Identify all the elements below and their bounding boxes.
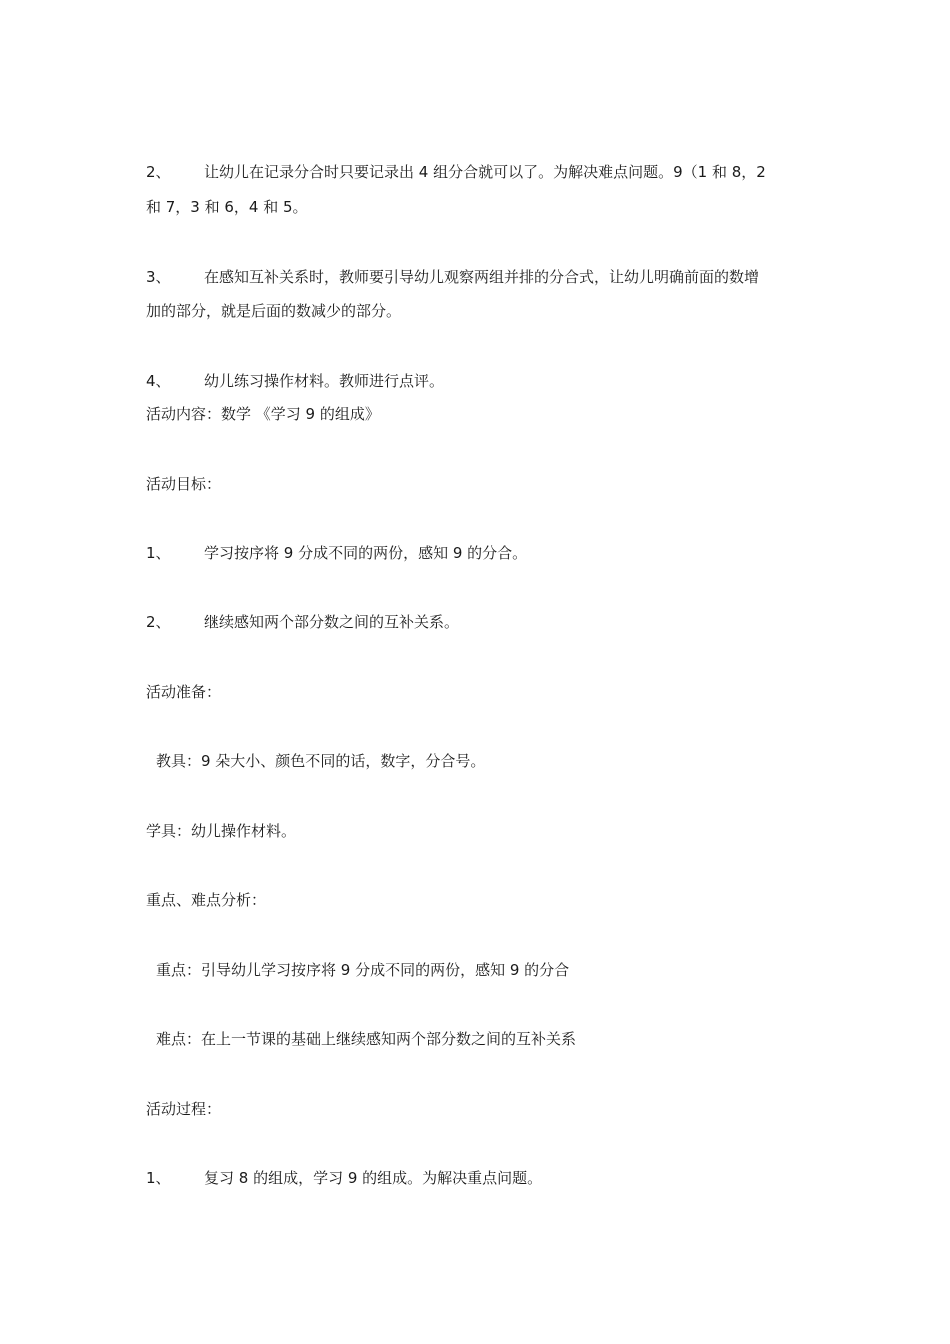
- item-continuation: 和 7，3 和 6，4 和 5。: [146, 198, 308, 216]
- list-item: [146, 543, 527, 563]
- item-text: 学习按序将 9 分成不同的两份，感知 9 的分合。: [204, 544, 528, 562]
- activity-content-title: 活动内容：数学 《学习 9 的组成》: [146, 405, 380, 423]
- list-item: [146, 1168, 542, 1188]
- list-item: [146, 162, 766, 182]
- item-text: 幼儿练习操作材料。教师进行点评。: [204, 372, 445, 390]
- item-number: 1、: [146, 1169, 171, 1187]
- item-number: 2、: [146, 163, 171, 181]
- student-tools: 学具：幼儿操作材料。: [146, 822, 297, 840]
- item-number: 3、: [146, 268, 171, 286]
- analysis-heading: 重点、难点分析：: [146, 891, 267, 909]
- item-text: 在感知互补关系时，教师要引导幼儿观察两组并排的分合式，让幼儿明确前面的数增: [204, 268, 760, 286]
- item-number: 2、: [146, 613, 171, 631]
- process-heading: 活动过程：: [146, 1100, 222, 1118]
- prep-heading: 活动准备：: [146, 683, 222, 701]
- goals-heading: 活动目标：: [146, 475, 222, 493]
- item-continuation: 加的部分，就是后面的数减少的部分。: [146, 302, 402, 320]
- list-item: [146, 612, 459, 632]
- teacher-tools: 教具：9 朵大小、颜色不同的话，数字，分合号。: [156, 752, 486, 770]
- item-text: 复习 8 的组成，学习 9 的组成。为解决重点问题。: [204, 1169, 543, 1187]
- list-item: [146, 267, 759, 287]
- item-number: 4、: [146, 372, 171, 390]
- key-point: 重点：引导幼儿学习按序将 9 分成不同的两份，感知 9 的分合: [156, 961, 570, 979]
- difficult-point: 难点：在上一节课的基础上继续感知两个部分数之间的互补关系: [156, 1030, 577, 1048]
- item-number: 1、: [146, 544, 171, 562]
- item-text: 让幼儿在记录分合时只要记录出 4 组分合就可以了。为解决难点问题。9（1 和 8，2: [204, 163, 766, 181]
- list-item: [146, 371, 444, 391]
- item-text: 继续感知两个部分数之间的互补关系。: [204, 613, 460, 631]
